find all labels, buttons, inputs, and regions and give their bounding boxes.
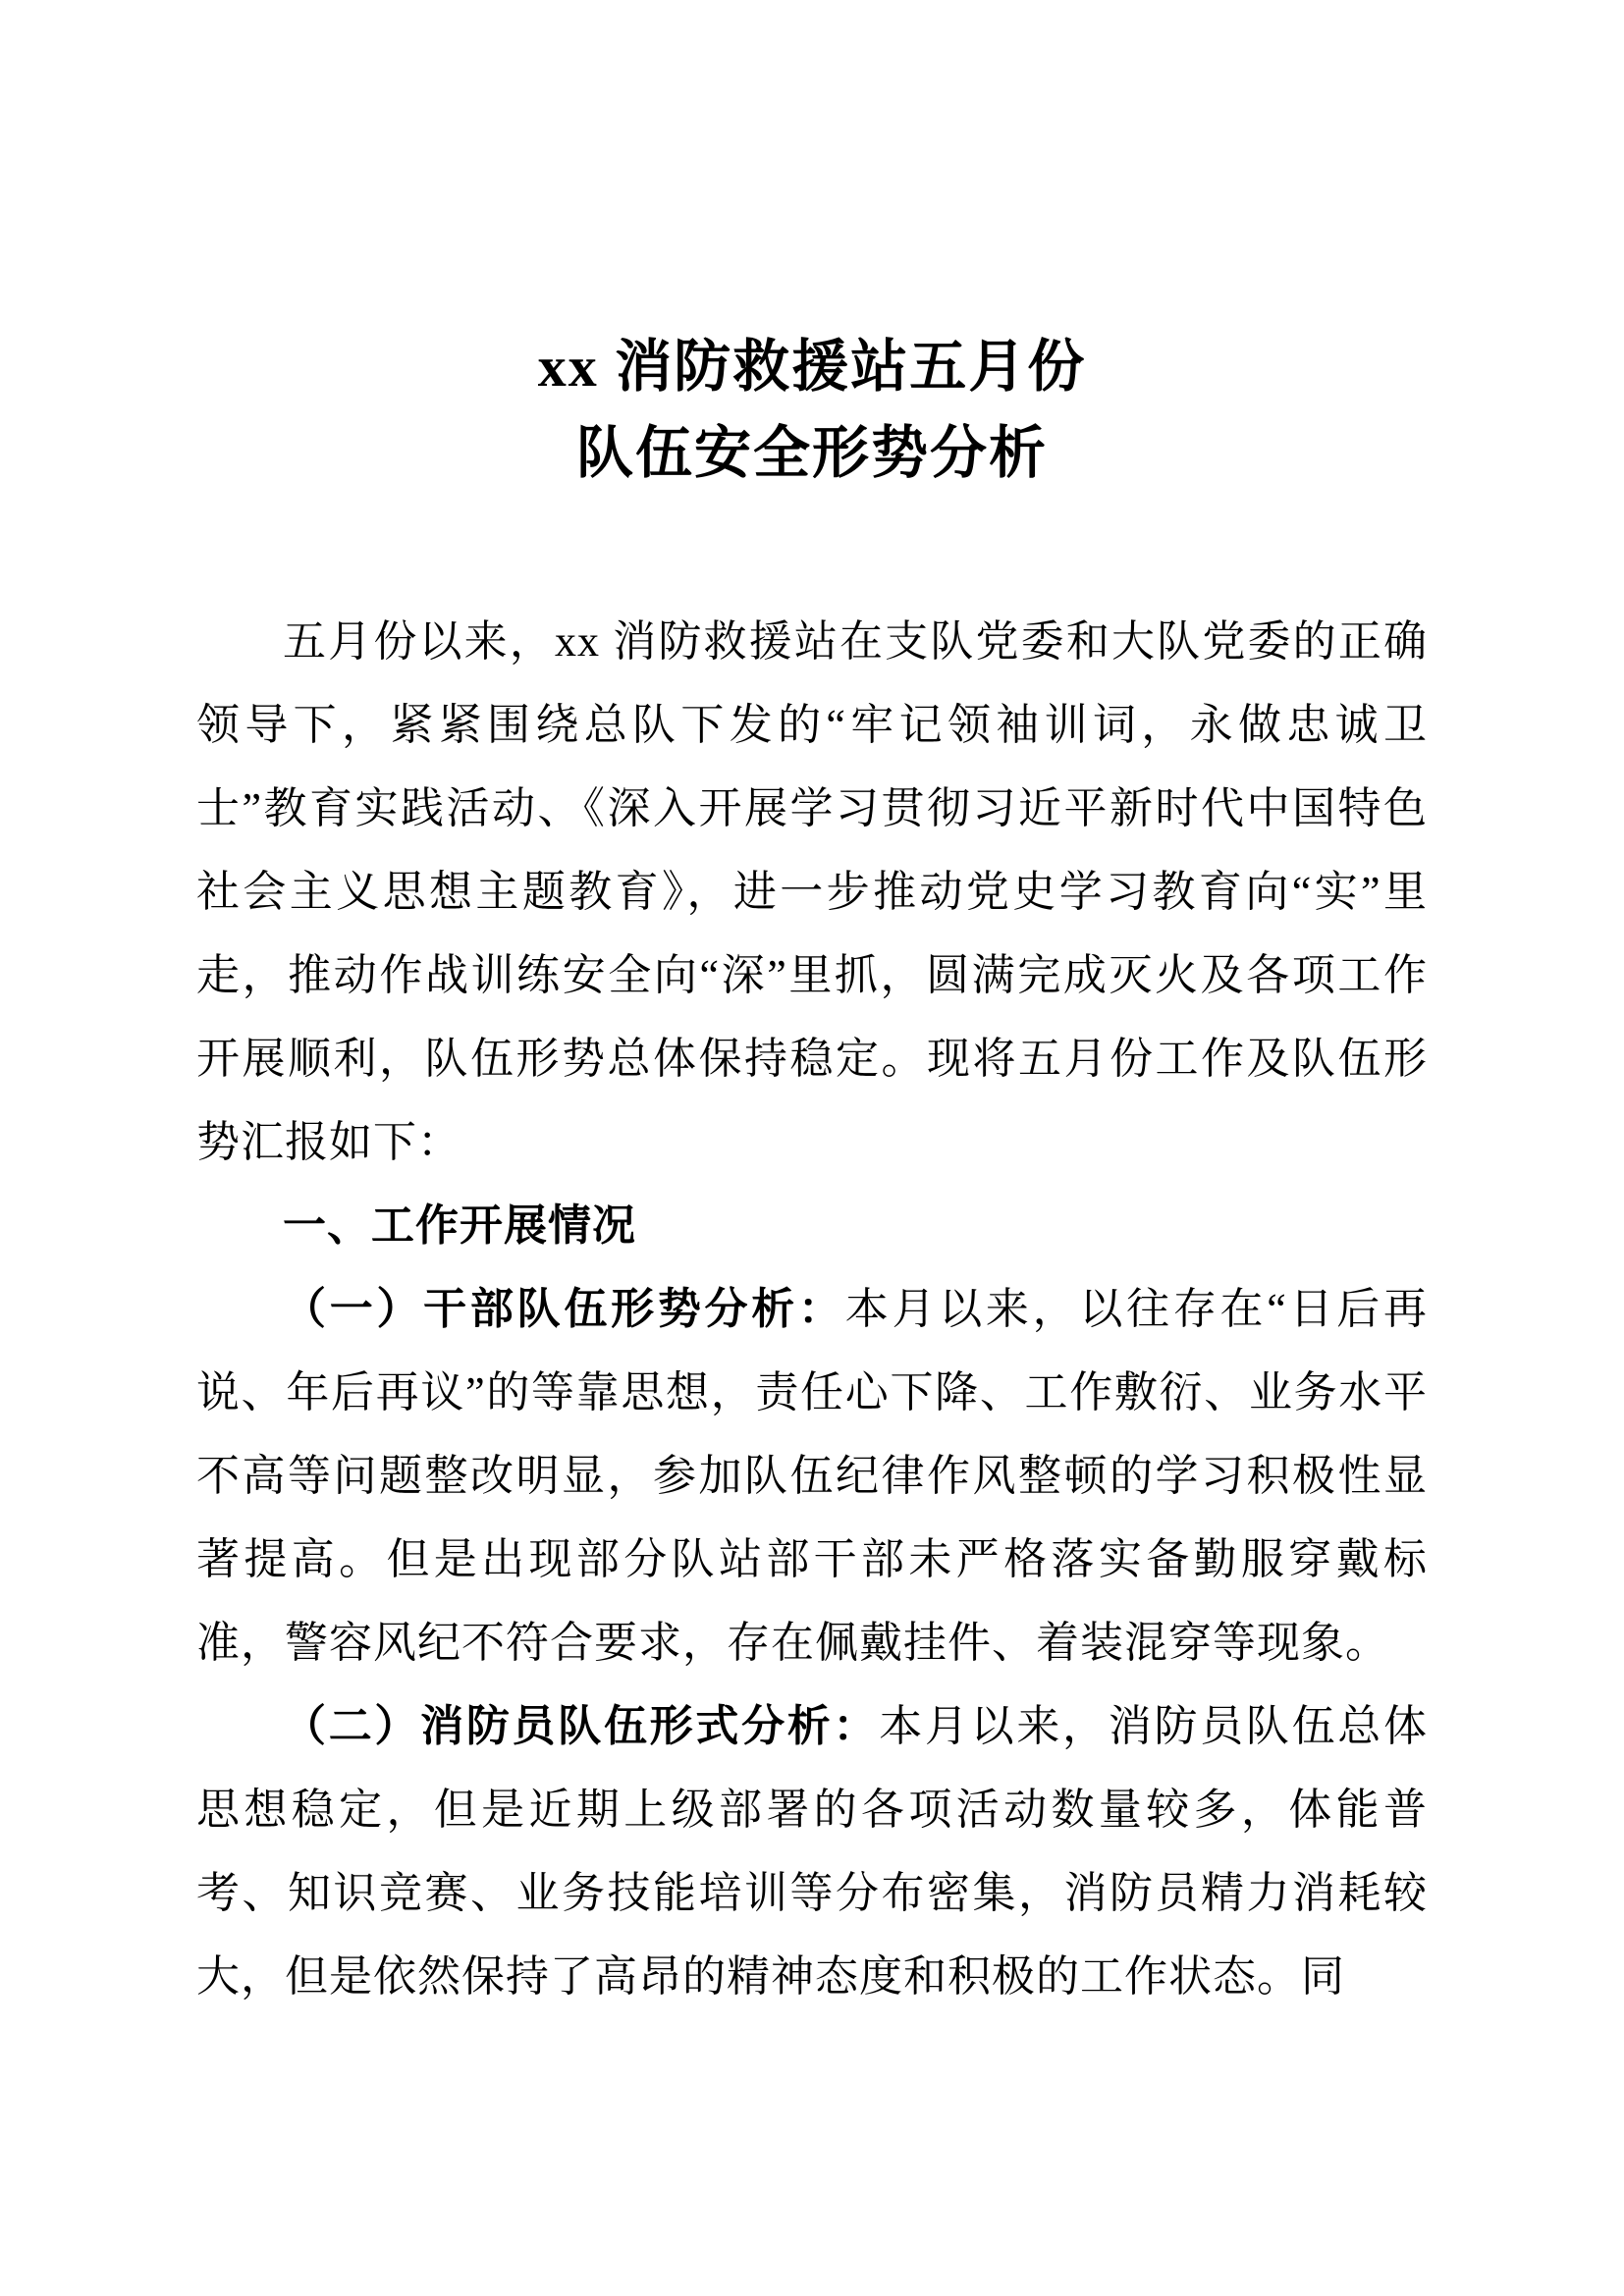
paragraph-firefighter-text: 本月以来，消防员队伍总体思想稳定，但是近期上级部署的各项活动数量较多，体能普考、知识竞赛、业务技能培训等分布密集，消防员精力消耗较大，但是依然保持了高昂的精神态度和积极的工作状态。同	[196, 1702, 1429, 2001]
paragraph-cadre-analysis	[196, 1267, 1428, 1684]
paragraph-firefighter-lead: （二）消防员队伍形式分析：	[283, 1702, 880, 1750]
paragraph-cadre-text: 本月以来，以往存在“日后再说、年后再议”的等靠思想，责任心下降、工作敷衍、业务水平不高等问题整改明显，参加队伍纪律作风整顿的学习积极性显著提高。但是出现部分队站部干部未严格落实备勤服穿戴标准，警容风纪不符合要求，存在佩戴挂件、着装混穿等现象。	[196, 1285, 1428, 1667]
paragraph-firefighter-analysis	[196, 1684, 1428, 2018]
title-line-2: 队伍安全形势分析	[575, 421, 1048, 485]
section-heading-work-progress: 一、工作开展情况	[283, 1201, 636, 1250]
paragraph-cadre-lead: （一）干部队伍形势分析：	[283, 1285, 845, 1333]
document-title	[196, 324, 1428, 497]
title-line-1: xx 消防救援站五月份	[537, 335, 1087, 399]
paragraph-intro: 五月份以来，xx 消防救援站在支队党委和大队党委的正确领导下，紧紧围绕总队下发的“牢记领袖训词，永做忠诚卫士”教育实践活动、《深入开展学习贯彻习近平新时代中国特色社会主义思想主题教育》，进一步推动党史学习教育向“实”里走，推动作战训练安全向“深”里抓，圆满完成灭火及各项工作开展顺利，队伍形势总体保持稳定。现将五月份工作及队伍形势汇报如下：	[196, 617, 1428, 1166]
